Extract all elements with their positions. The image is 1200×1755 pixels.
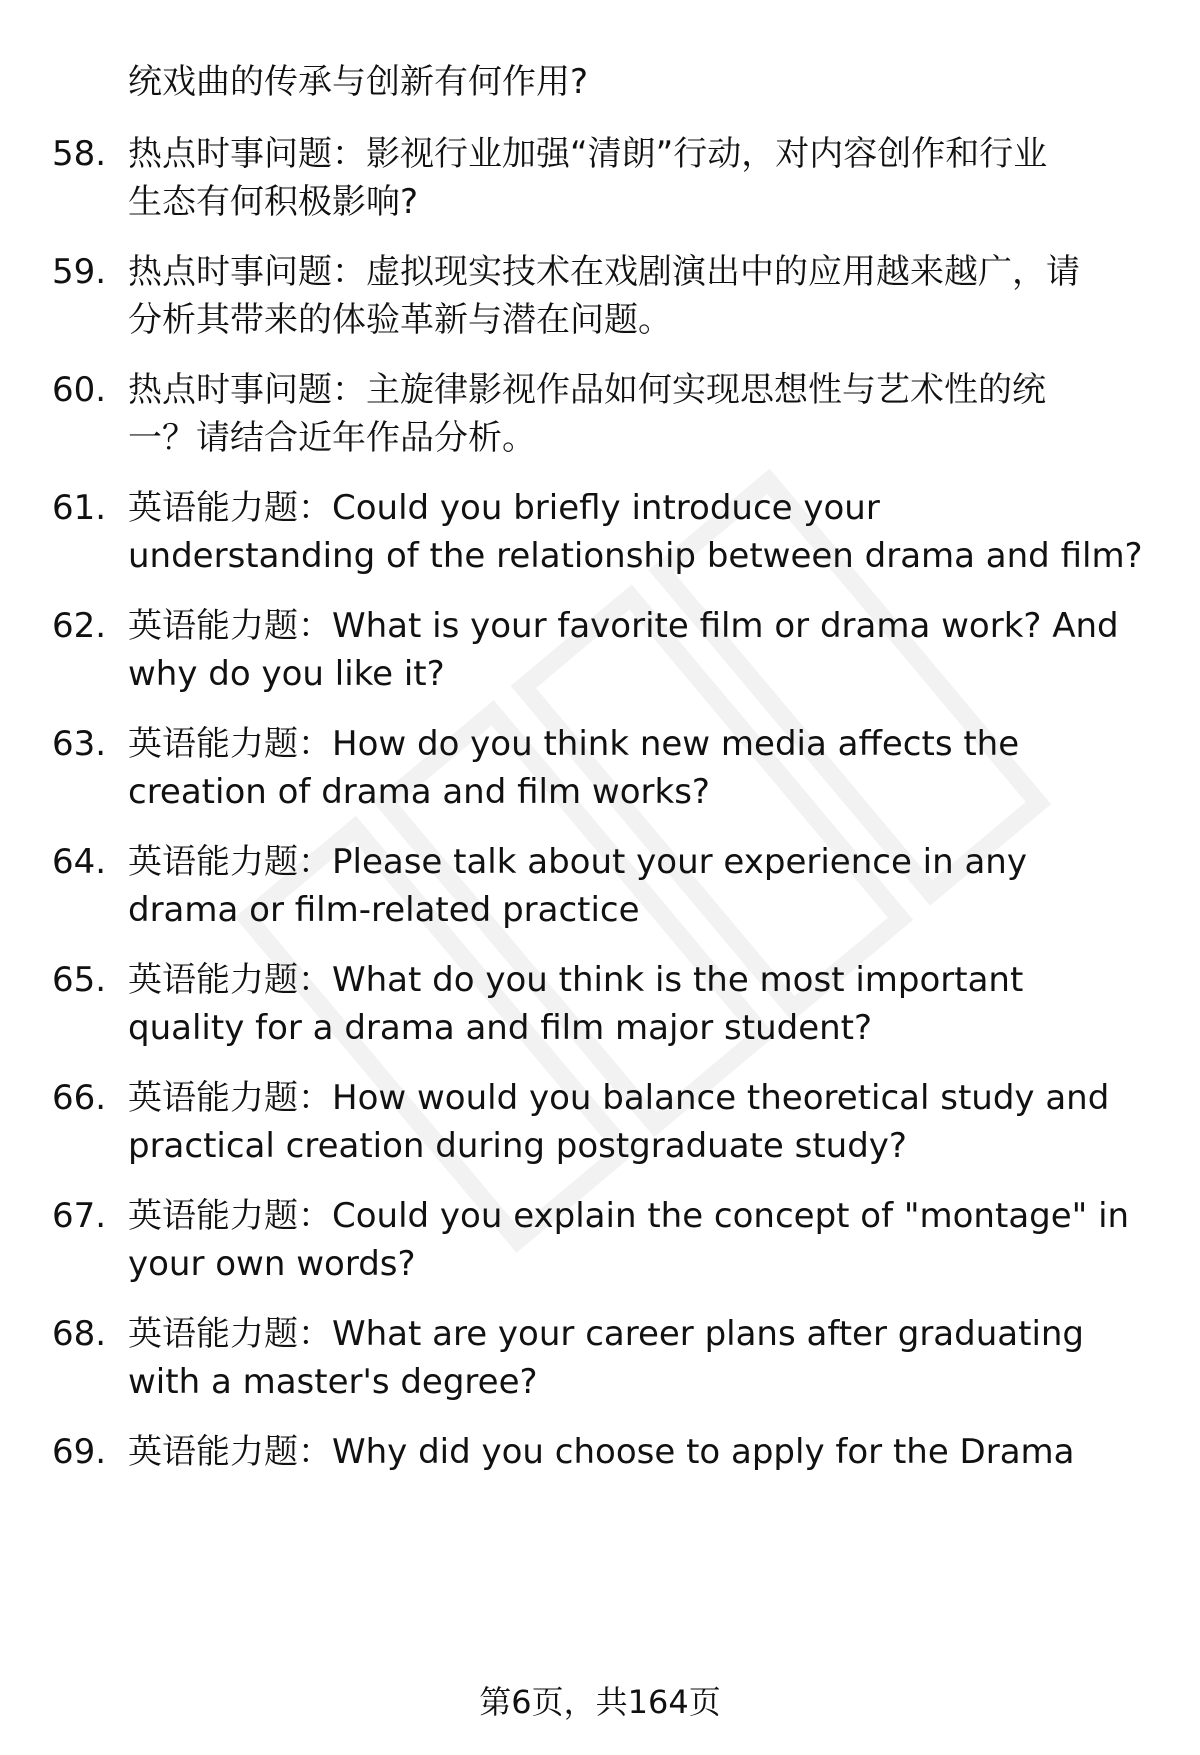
question-text: 英语能力题：What do you think is the most important quality for a drama and film major student? xyxy=(128,960,1024,1048)
question-text: 英语能力题：What are your career plans after graduating with a master's degree? xyxy=(128,1314,1085,1402)
question-text: 英语能力题：Could you briefly introduce your understanding of the relationship between drama and film? xyxy=(128,488,1143,576)
question-number: 61. xyxy=(52,488,107,528)
question-text: 英语能力题：Why did you choose to apply for the Drama xyxy=(128,1432,1075,1472)
question-number: 68. xyxy=(52,1314,107,1354)
page-number-footer: 第6页，共164页 xyxy=(479,1683,721,1721)
question-number: 63. xyxy=(52,724,107,764)
question-text: 英语能力题：How would you balance theoretical study and practical creation during postgraduate study? xyxy=(128,1078,1110,1166)
question-number: 60. xyxy=(52,370,107,410)
question-text: 热点时事问题：主旋律影视作品如何实现思想性与艺术性的统 一？请结合近年作品分析。 xyxy=(128,370,1046,458)
question-text: 热点时事问题：影视行业加强“清朗”行动，对内容创作和行业 生态有何积极影响? xyxy=(128,134,1048,222)
continued-question-text: 统戏曲的传承与创新有何作用? xyxy=(128,62,589,102)
question-number: 59. xyxy=(52,252,107,292)
question-number: 67. xyxy=(52,1196,107,1236)
question-text: 英语能力题：What is your favorite film or drama work? And why do you like it? xyxy=(128,606,1119,694)
question-text: 英语能力题：How do you think new media affects the creation of drama and film works? xyxy=(128,724,1020,812)
question-number: 65. xyxy=(52,960,107,1000)
question-number: 62. xyxy=(52,606,107,646)
question-text: 热点时事问题：虚拟现实技术在戏剧演出中的应用越来越广，请 分析其带来的体验革新与潜在问题。 xyxy=(128,252,1080,340)
question-text: 英语能力题：Could you explain the concept of "montage" in your own words? xyxy=(128,1196,1130,1284)
question-number: 69. xyxy=(52,1432,107,1472)
question-number: 58. xyxy=(52,134,107,174)
question-number: 66. xyxy=(52,1078,107,1118)
question-text: 英语能力题：Please talk about your experience in any drama or film-related practice xyxy=(128,842,1027,930)
question-number: 64. xyxy=(52,842,107,882)
